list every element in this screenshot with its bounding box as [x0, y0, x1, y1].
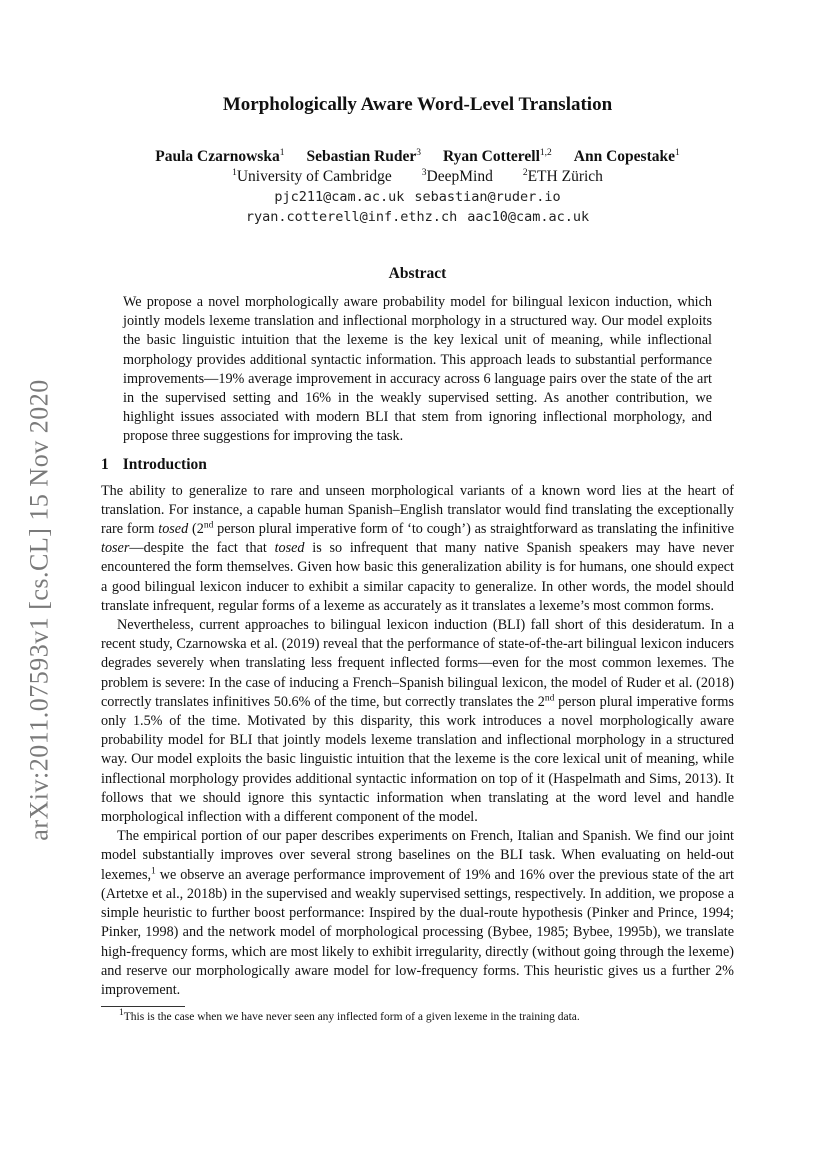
affiliation: $^2$ETH Zürich — [522, 167, 603, 185]
email-list — [101, 187, 734, 227]
footnote-rule — [101, 1006, 185, 1007]
arxiv-watermark — [20, 360, 60, 860]
email: aac10@cam.ac.uk — [467, 209, 590, 225]
paragraph: Nevertheless, current approaches to bilingual lexicon induction (BLI) fall short of this desideratum. In a recent study, Czarnowska et al. (2019) reveal that the performance of state-of-the-art bilingual lexicon inducers degrades severely when translating less frequent inflected forms—even for the most common lexemes. The problem is severe: In the case of inducing a French–Spanish bilingual lexicon, the model of Ruder et al. (2018) correctly translates infinitives 50.6% of the time, but correctly translates the 2nd person plural imperative forms only 1.5% of the time. Motivated by this disparity, this work introduces a novel morphologically aware probability model for BLI that jointly models lexeme translation and inflectional morphology in a structured way. Our model exploits the basic linguistic intuition that the lexeme is the core lexical unit of meaning, while inflectional morphology provides additional syntactic information on top of it (Haspelmath and Sims, 2013). It follows that we should ignore this syntactic information when translating at the word level and handle morphological inflection with a different component of the model. — [101, 617, 734, 826]
email: sebastian@ruder.io — [414, 189, 561, 205]
paper-page — [101, 94, 734, 1025]
affiliation-list — [101, 168, 734, 186]
author: Ryan Cotterell$^{1,2}$ — [443, 147, 552, 165]
author: Ann Copestake$^1$ — [573, 147, 680, 165]
abstract-heading: Abstract — [388, 265, 447, 282]
author: Paula Czarnowska$^1$ — [155, 147, 285, 165]
paragraph: The ability to generalize to rare and unseen morphological variants of a known word lies at the heart of translation. For instance, a capable human Spanish–English translator would find translating the exceptionally rare form tosed (2nd person plural imperative form of ‘to cough’) as straightforward as translating the infinitive toser—despite the fact that tosed is so infrequent that many native Spanish speakers may have never encountered the form themselves. Given how basic this generalization ability is for humans, one should expect a good bilingual lexicon inducer to exhibit a similar capacity to generalize. In other words, the model should translate infrequent, regular forms of a lexeme as accurately as it translates a lexeme’s most common forms. — [101, 482, 735, 614]
section-number: 1 — [101, 455, 109, 473]
section-title: Introduction — [122, 455, 207, 473]
author: Sebastian Ruder$^3$ — [306, 147, 422, 165]
section-heading — [101, 456, 734, 474]
arxiv-id: arXiv:2011.07593v1 [cs.CL] 15 Nov 2020 — [25, 379, 54, 841]
email: ryan.cotterell@inf.ethz.ch — [245, 209, 458, 225]
paragraph: The empirical portion of our paper describes experiments on French, Italian and Spanish. We find our joint model substantially improves over several strong baselines on the BLI task. When evaluating on held-out lexemes,$^1$ we observe an average performance improvement of 19% and 16% over the previous state of the art (Artetxe et al., 2018b) in the supervised and weakly supervised settings, respectively. In addition, we propose a simple heuristic to further boost performance: Inspired by the dual-route hypothesis (Pinker and Prince, 1994; Pinker, 1998) and the network model of morphological processing (Bybee, 1985; Bybee, 1995b), we translate high-frequency forms, which are most likely to exhibit irregularity, directly (without going through the lexeme) and reserve our morphologically aware model for low-frequency forms. This heuristic gives us a further 2% improvement. — [101, 828, 734, 998]
affiliation: $^3$DeepMind — [421, 167, 493, 185]
body-text — [101, 482, 734, 1000]
paper-title: Morphologically Aware Word-Level Translation — [222, 94, 613, 115]
affiliation: $^1$University of Cambridge — [232, 167, 392, 185]
email: pjc211@cam.ac.uk — [274, 189, 405, 205]
author-list — [101, 148, 734, 166]
footnote: $^1$This is the case when we have never seen any inflected form of a given lexeme in the training data. — [119, 1008, 580, 1024]
footnote-marker[interactable]: 1 — [151, 865, 156, 876]
abstract-text: We propose a novel morphologically aware probability model for bilingual lexicon induction, which jointly models lexeme translation and inflectional morphology in a structured way. Our model exploits the basic linguistic intuition that the lexeme is the key lexical unit of meaning, while inflectional morphology provides additional syntactic information. This approach leads to substantial performance improvements—19% average improvement in accuracy across 6 language pairs over the state of the art in the supervised setting and 16% in the weakly supervised setting. As another contribution, we highlight issues associated with modern BLI that stem from ignoring inflectional morphology, and propose three suggestions for improving the task. — [123, 294, 712, 445]
